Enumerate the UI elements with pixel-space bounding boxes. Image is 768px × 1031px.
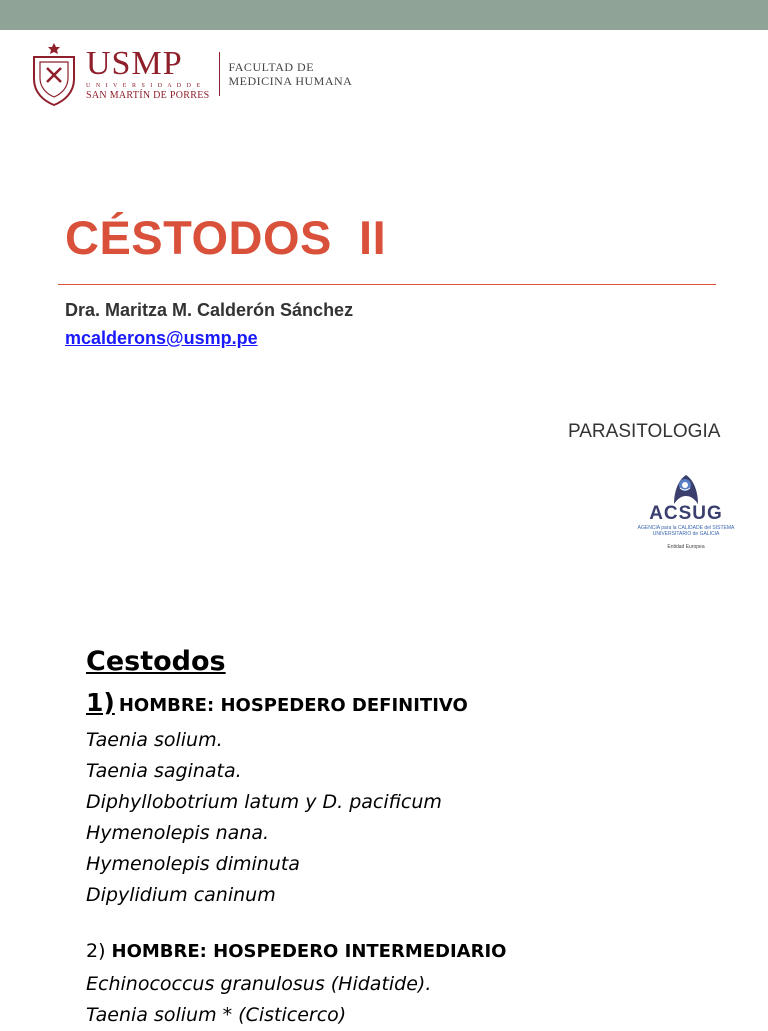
section-1-number: 1) <box>86 688 115 717</box>
species-item: Taenia solium. <box>86 729 223 751</box>
acsug-entity: Entidad Europea <box>667 544 705 550</box>
species-item: Hymenolepis diminuta <box>86 853 300 875</box>
species-item: Echinococcus granulosus (Hidatide). <box>86 973 432 995</box>
title-underline <box>58 284 716 285</box>
slide2-heading: Cestodos <box>86 646 226 677</box>
species-item: Dipylidium caninum <box>86 884 276 906</box>
faculty-line-2: MEDICINA HUMANA <box>228 74 353 88</box>
usmp-subtitle-1: U N I V E R S I D A D D E <box>86 83 203 89</box>
section-1-species-list <box>86 725 442 911</box>
slide-title: CÉSTODOS II <box>65 211 387 264</box>
usmp-crest-icon <box>30 41 78 107</box>
acsug-logo <box>636 472 736 550</box>
section-1-label: HOMBRE: HOSPEDERO DEFINITIVO <box>118 695 468 716</box>
author-email-link[interactable]: mcalderons@usmp.pe <box>65 328 258 348</box>
section-2-number: 2) <box>86 940 106 962</box>
section-2-species-list <box>86 969 431 1031</box>
author-name: Dra. Maritza M. Calderón Sánchez <box>65 300 354 320</box>
species-item: Diphyllobotrium latum y D. pacificum <box>86 791 442 813</box>
usmp-wordmark <box>86 47 209 101</box>
species-item: Taenia solium * (Cisticerco) <box>86 1004 347 1026</box>
usmp-logo <box>30 40 352 108</box>
acsug-tagline-1: AGENCIA para la CALIDADE del SISTEMA <box>637 525 735 531</box>
top-bar <box>0 0 768 30</box>
faculty-name <box>228 60 352 88</box>
section-2-heading <box>86 940 506 962</box>
species-item: Hymenolepis nana. <box>86 822 270 844</box>
acsug-tagline-2: UNIVERSITARIO de GALICIA <box>652 531 720 537</box>
acsug-emblem-icon <box>666 472 706 506</box>
section-2-label: HOMBRE: HOSPEDERO INTERMEDIARIO <box>111 941 507 962</box>
species-item: Taenia saginata. <box>86 760 242 782</box>
faculty-line-1: FACULTAD DE <box>228 60 315 74</box>
logo-divider <box>219 52 220 96</box>
section-1-heading <box>86 688 468 717</box>
usmp-name: USMP <box>86 45 183 82</box>
usmp-subtitle-2: SAN MARTÍN DE PORRES <box>86 90 210 101</box>
subject-label: PARASITOLOGIA <box>568 421 721 442</box>
acsug-name: ACSUG <box>649 503 723 524</box>
